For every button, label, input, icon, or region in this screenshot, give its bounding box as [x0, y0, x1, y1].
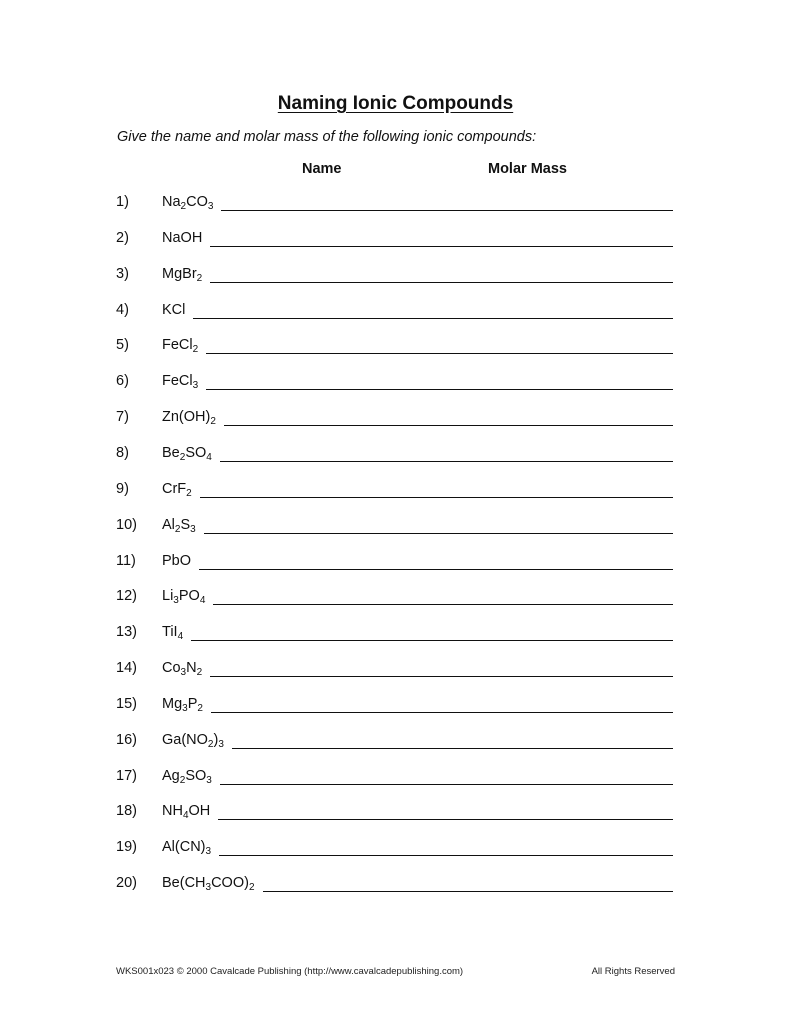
item-number: 17)	[116, 767, 137, 784]
list-item	[0, 696, 791, 720]
item-number: 18)	[116, 803, 137, 820]
formula-subscript: 4	[199, 595, 206, 607]
compound-formula	[162, 337, 199, 356]
list-item	[0, 517, 791, 541]
formula-subscript: 3	[180, 667, 187, 679]
item-number: 8)	[116, 444, 129, 461]
formula-text: Ga(NO	[162, 731, 208, 748]
answer-blank[interactable]	[210, 266, 673, 283]
formula-subscript: 2	[210, 416, 216, 428]
answer-blank[interactable]	[220, 445, 673, 462]
formula-text: SO	[185, 444, 207, 461]
item-number: 9)	[116, 480, 129, 497]
answer-blank[interactable]	[221, 194, 673, 211]
item-number: 15)	[116, 695, 137, 712]
formula-subscript: 2	[207, 738, 214, 750]
formula-text: Ag	[162, 767, 180, 784]
answer-blank[interactable]	[213, 588, 673, 605]
compound-formula	[162, 194, 213, 210]
answer-blank[interactable]	[200, 481, 673, 498]
item-number: 6)	[116, 373, 129, 390]
list-item	[0, 588, 791, 612]
formula-subscript: 2	[248, 882, 255, 894]
formula-text: Li	[162, 588, 174, 605]
compound-formula	[162, 553, 191, 569]
list-item	[0, 768, 791, 792]
compound-formula	[162, 660, 203, 679]
formula-text: COO)	[211, 875, 249, 892]
formula-subscript: 2	[196, 272, 203, 284]
list-item	[0, 839, 791, 863]
formula-subscript: 2	[179, 774, 186, 786]
answer-blank[interactable]	[193, 302, 673, 319]
formula-text: NH	[162, 803, 183, 820]
compound-formula	[162, 875, 255, 894]
formula-subscript: 3	[205, 846, 212, 858]
answer-blank[interactable]	[232, 732, 673, 749]
compound-formula	[162, 696, 203, 712]
formula-text: FeCl	[162, 337, 193, 354]
formula-subscript: 2	[186, 487, 192, 499]
formula-text: )	[213, 731, 219, 748]
compound-formula	[162, 302, 185, 318]
list-item	[0, 624, 791, 648]
formula-text: PO	[178, 588, 200, 605]
formula-text: Co	[162, 660, 181, 677]
item-number: 1)	[116, 194, 129, 210]
compound-formula	[162, 445, 212, 461]
formula-subscript: 2	[180, 201, 187, 212]
list-item	[0, 337, 791, 361]
formula-text: Na	[162, 194, 181, 210]
formula-text: CrF	[162, 480, 187, 497]
formula-text: Mg	[162, 695, 183, 712]
formula-text: Al(CN)	[162, 839, 206, 856]
list-item	[0, 266, 791, 290]
compound-formula	[162, 409, 216, 428]
answer-blank[interactable]	[191, 624, 673, 641]
formula-subscript: 3	[182, 702, 188, 714]
list-item	[0, 875, 791, 899]
formula-text: P	[187, 695, 198, 712]
formula-subscript: 2	[179, 451, 186, 463]
list-item	[0, 409, 791, 433]
formula-subscript: 3	[218, 738, 224, 750]
formula-text: S	[180, 516, 191, 533]
compound-formula	[162, 588, 206, 607]
answer-blank[interactable]	[210, 660, 673, 677]
list-item	[0, 803, 791, 827]
compound-formula	[162, 517, 196, 533]
formula-text: Be	[162, 444, 180, 461]
formula-subscript: 4	[177, 631, 184, 643]
compound-formula	[162, 732, 224, 748]
item-number: 4)	[116, 301, 129, 318]
list-item	[0, 481, 791, 505]
formula-text: TiI	[162, 624, 178, 641]
item-number: 10)	[116, 516, 137, 533]
item-number: 20)	[116, 875, 137, 892]
item-number: 14)	[116, 660, 137, 677]
answer-blank[interactable]	[210, 230, 673, 247]
instructions: Give the name and molar mass of the following ionic compounds:	[117, 129, 537, 145]
formula-text: FeCl	[162, 373, 193, 390]
footer-rights: All Rights Reserved	[591, 966, 675, 977]
list-item	[0, 732, 791, 756]
answer-blank[interactable]	[204, 517, 673, 534]
item-number: 19)	[116, 839, 137, 856]
formula-text: Zn(OH)	[162, 409, 211, 426]
list-item	[0, 230, 791, 254]
list-item	[0, 302, 791, 326]
formula-subscript: 3	[205, 882, 212, 894]
list-item	[0, 660, 791, 684]
compound-formula	[162, 624, 184, 643]
formula-text: Be(CH	[162, 875, 206, 892]
formula-subscript: 2	[197, 702, 203, 714]
item-number: 13)	[116, 624, 137, 641]
list-item	[0, 194, 791, 218]
formula-text: CO	[186, 194, 208, 210]
compound-formula	[162, 481, 192, 497]
formula-text: SO	[185, 767, 207, 784]
answer-blank[interactable]	[219, 839, 673, 856]
answer-blank[interactable]	[199, 553, 673, 570]
item-number: 12)	[116, 588, 137, 605]
column-header-molar-mass: Molar Mass	[488, 161, 567, 177]
formula-subscript: 4	[182, 810, 189, 822]
list-item	[0, 373, 791, 397]
answer-blank[interactable]	[206, 337, 673, 354]
formula-text: N	[186, 660, 197, 677]
formula-subscript: 2	[192, 344, 199, 356]
answer-blank[interactable]	[206, 373, 673, 390]
formula-subscript: 3	[173, 595, 179, 607]
compound-formula	[162, 230, 202, 246]
answer-blank[interactable]	[220, 768, 673, 785]
item-number: 11)	[116, 552, 136, 569]
item-number: 3)	[116, 265, 129, 282]
formula-subscript: 4	[206, 451, 212, 463]
compound-formula	[162, 839, 212, 858]
formula-text: MgBr	[162, 265, 197, 282]
formula-text: Al	[162, 516, 175, 533]
column-header-name: Name	[302, 161, 342, 177]
footer-copyright: WKS001x023 © 2000 Cavalcade Publishing (http://www.cavalcadepublishing.com)	[116, 966, 464, 977]
answer-blank[interactable]	[224, 409, 673, 426]
answer-blank[interactable]	[218, 803, 673, 820]
item-number: 16)	[116, 731, 137, 748]
formula-text: OH	[188, 803, 211, 820]
formula-text: PbO	[162, 552, 192, 569]
page-title: Naming Ionic Compounds	[277, 93, 514, 114]
list-item	[0, 553, 791, 577]
formula-subscript: 3	[207, 201, 214, 212]
formula-subscript: 2	[196, 667, 203, 679]
formula-subscript: 3	[206, 774, 212, 786]
item-number: 7)	[116, 409, 129, 426]
formula-text: NaOH	[162, 229, 203, 246]
item-number: 5)	[116, 337, 129, 354]
answer-blank[interactable]	[211, 696, 673, 713]
answer-blank[interactable]	[263, 875, 673, 892]
formula-subscript: 3	[190, 523, 196, 535]
item-number: 2)	[116, 229, 129, 246]
formula-subscript: 3	[192, 380, 199, 392]
list-item	[0, 445, 791, 469]
formula-subscript: 2	[174, 523, 181, 535]
compound-formula	[162, 373, 199, 392]
compound-formula	[162, 266, 202, 282]
formula-text: KCl	[162, 301, 186, 318]
compound-formula	[162, 803, 211, 822]
compound-formula	[162, 768, 212, 784]
